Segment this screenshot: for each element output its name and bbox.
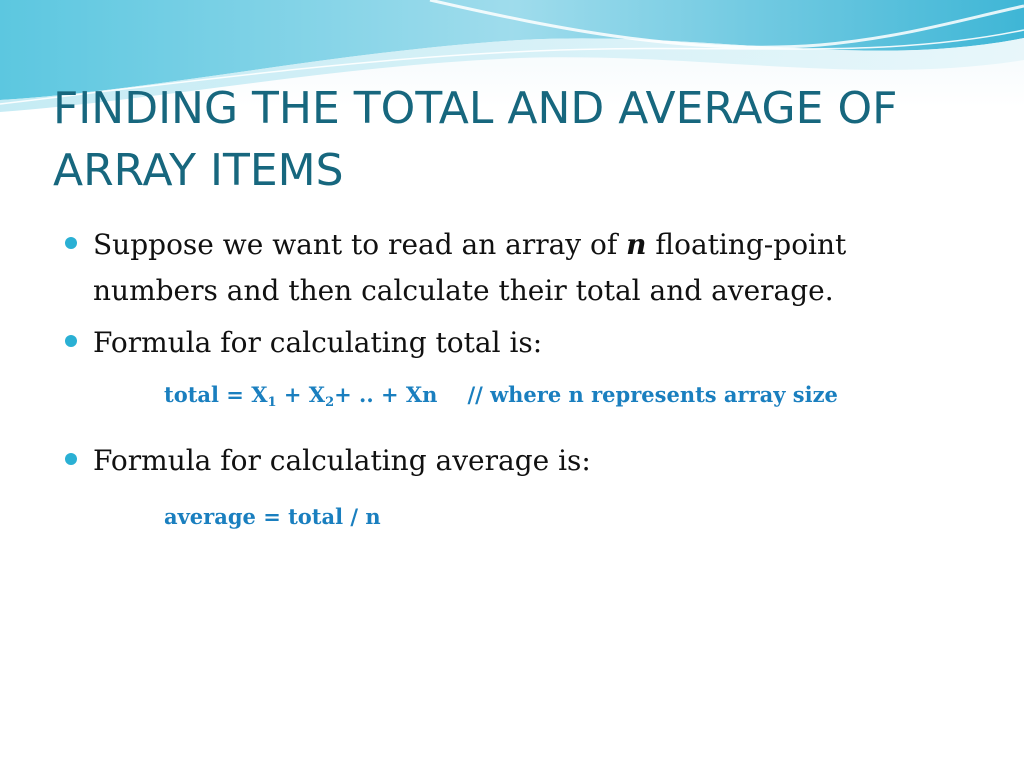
variable-n: n xyxy=(626,228,647,261)
bullet-icon xyxy=(65,453,77,465)
bullet-icon xyxy=(65,335,77,347)
bullet-text: Formula for calculating average is: xyxy=(93,444,591,477)
formula-subscript: 1 xyxy=(267,395,277,410)
bullet-text-cont: floating-point numbers and then calculate their total and average. xyxy=(93,228,847,307)
formula-part: + X xyxy=(276,382,326,407)
bullet-icon xyxy=(65,237,77,249)
bullet-text: Formula for calculating total is: xyxy=(93,326,543,359)
bullet-text: Suppose we want to read an array of xyxy=(93,228,627,261)
bullet-item xyxy=(64,222,964,314)
formula-subscript: 2 xyxy=(325,395,335,410)
average-formula: average = total / n xyxy=(164,504,381,529)
bullet-item xyxy=(64,438,964,484)
bullet-item xyxy=(64,320,964,366)
slide-title: FINDING THE TOTAL AND AVERAGE OF ARRAY ITEMS xyxy=(53,83,898,196)
slide-body xyxy=(64,222,964,532)
total-formula xyxy=(64,380,964,418)
formula-comment: // where n represents array size xyxy=(467,382,838,407)
formula-part: + .. + Xn xyxy=(334,382,438,407)
formula-part: total = X xyxy=(164,382,268,407)
